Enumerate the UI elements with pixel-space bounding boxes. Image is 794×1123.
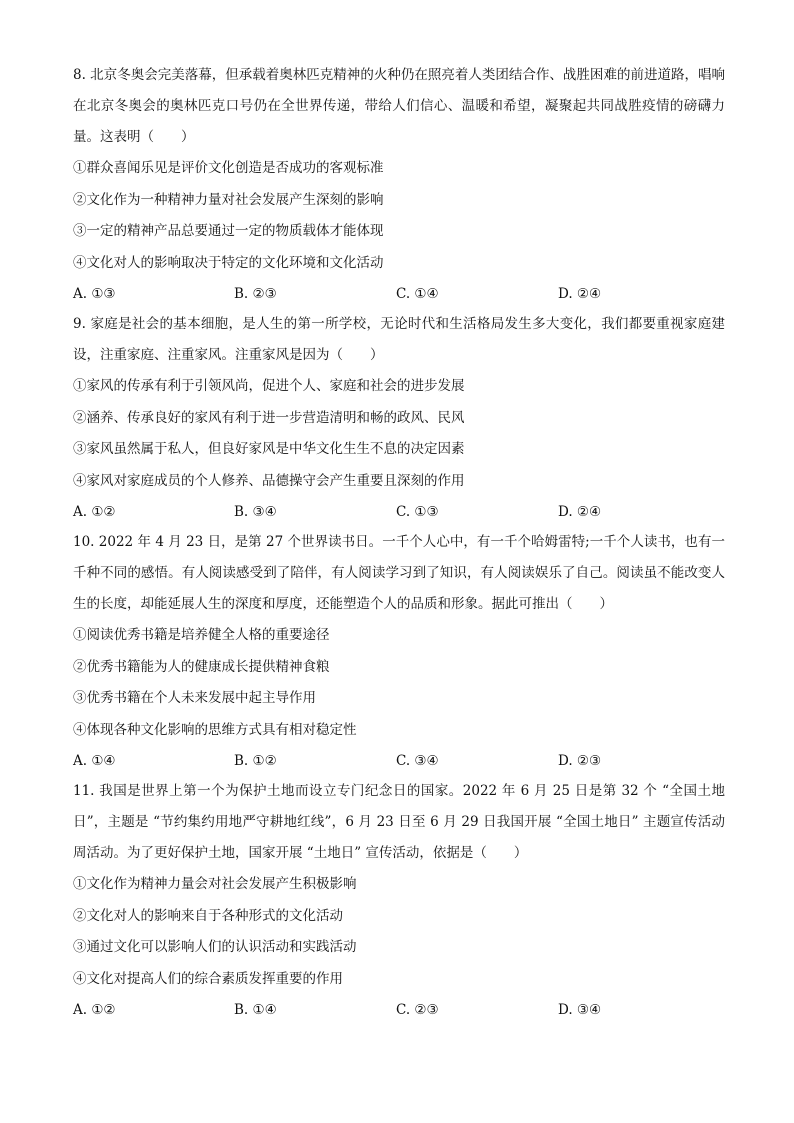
choice-a[interactable]: A. ①② <box>73 504 116 520</box>
statement-1: ①家风的传承有利于引领风尚，促进个人、家庭和社会的进步发展 <box>73 378 465 394</box>
statement-2: ②优秀书籍能为人的健康成长提供精神食粮 <box>73 658 330 675</box>
statement-2: ②文化作为一种精神力量对社会发展产生深刻的影响 <box>73 191 384 208</box>
statement-1: ①阅读优秀书籍是培养健全人格的重要途径 <box>73 627 330 643</box>
question-stem: 8. 北京冬奥会完美落幕，但承载着奥林匹克精神的火种仍在照亮着人类团结合作、战胜困难的前进道路，唱响在北京冬奥会的奥林匹克口号仍在全世界传递，带给人们信心、温暖和希望，凝聚起共同战胜疫情的磅礴力量。这表明（ ） <box>73 67 725 145</box>
choice-b[interactable]: B. ③④ <box>234 504 277 520</box>
question-9 <box>73 309 725 527</box>
choice-a[interactable]: A. ①④ <box>73 753 116 769</box>
statement-2: ②文化对人的影响来自于各种形式的文化活动 <box>73 907 343 924</box>
question-stem: 11. 我国是世界上第一个为保护土地而设立专门纪念日的国家。2022 年 6 月 25 日是第 32 个 “全国土地日”，主题是 “节约集约用地严守耕地红线”，6 月 23 日至 6 月 29 日我国开展 “全国土地日” 主题宣传活动周活动。为了更好保护土地，国家开展 “土地日” 宣传活动，依据是（ ） <box>73 783 725 861</box>
choice-a[interactable]: A. ①② <box>73 1002 116 1018</box>
statement-2: ②涵养、传承良好的家风有利于进一步营造清明和畅的政风、民风 <box>73 409 465 426</box>
question-10 <box>73 527 725 776</box>
choice-d[interactable]: D. ②③ <box>558 753 602 769</box>
choice-c[interactable]: C. ①④ <box>396 286 439 302</box>
statement-1: ①群众喜闻乐见是评价文化创造是否成功的客观标准 <box>73 160 384 176</box>
statement-3: ③家风虽然属于私人，但良好家风是中华文化生生不息的决定因素 <box>73 441 465 457</box>
choice-d[interactable]: D. ②④ <box>558 286 602 302</box>
statement-4: ④文化对人的影响取决于特定的文化环境和文化活动 <box>73 254 384 271</box>
question-stem: 9. 家庭是社会的基本细胞，是人生的第一所学校，无论时代和生活格局发生多大变化，我们都要重视家庭建设，注重家庭、注重家风。注重家风是因为（ ） <box>73 316 725 363</box>
statement-4: ④文化对提高人们的综合素质发挥重要的作用 <box>73 970 343 987</box>
answer-choices <box>73 995 725 1025</box>
answer-choices <box>73 746 725 776</box>
statement-1: ①文化作为精神力量会对社会发展产生积极影响 <box>73 876 357 892</box>
choice-b[interactable]: B. ②③ <box>234 286 277 302</box>
choice-d[interactable]: D. ③④ <box>558 1002 602 1018</box>
choice-c[interactable]: C. ②③ <box>396 1002 439 1018</box>
exam-page <box>73 60 725 1025</box>
statement-3: ③一定的精神产品总要通过一定的物质载体才能体现 <box>73 223 384 239</box>
question-stem: 10. 2022 年 4 月 23 日，是第 27 个世界读书日。一千个人心中，有一千个哈姆雷特;一千个人读书，也有一千种不同的感悟。有人阅读感受到了陪伴，有人阅读学习到了知识，有人阅读娱乐了自己。阅读虽不能改变人生的长度，却能延展人生的深度和厚度，还能塑造个人的品质和形象。据此可推出（ ） <box>73 534 725 612</box>
choice-a[interactable]: A. ①③ <box>73 286 116 302</box>
question-11 <box>73 776 725 1025</box>
answer-choices <box>73 279 725 309</box>
question-8 <box>73 60 725 309</box>
statement-4: ④体现各种文化影响的思维方式具有相对稳定性 <box>73 721 357 738</box>
statement-4: ④家风对家庭成员的个人修养、品德操守会产生重要且深刻的作用 <box>73 472 465 489</box>
choice-c[interactable]: C. ①③ <box>396 504 439 520</box>
choice-b[interactable]: B. ①④ <box>234 1002 277 1018</box>
statement-3: ③通过文化可以影响人们的认识活动和实践活动 <box>73 939 357 955</box>
choice-c[interactable]: C. ③④ <box>396 753 439 769</box>
choice-d[interactable]: D. ②④ <box>558 504 602 520</box>
choice-b[interactable]: B. ①② <box>234 753 277 769</box>
statement-3: ③优秀书籍在个人未来发展中起主导作用 <box>73 690 316 706</box>
answer-choices <box>73 497 725 527</box>
